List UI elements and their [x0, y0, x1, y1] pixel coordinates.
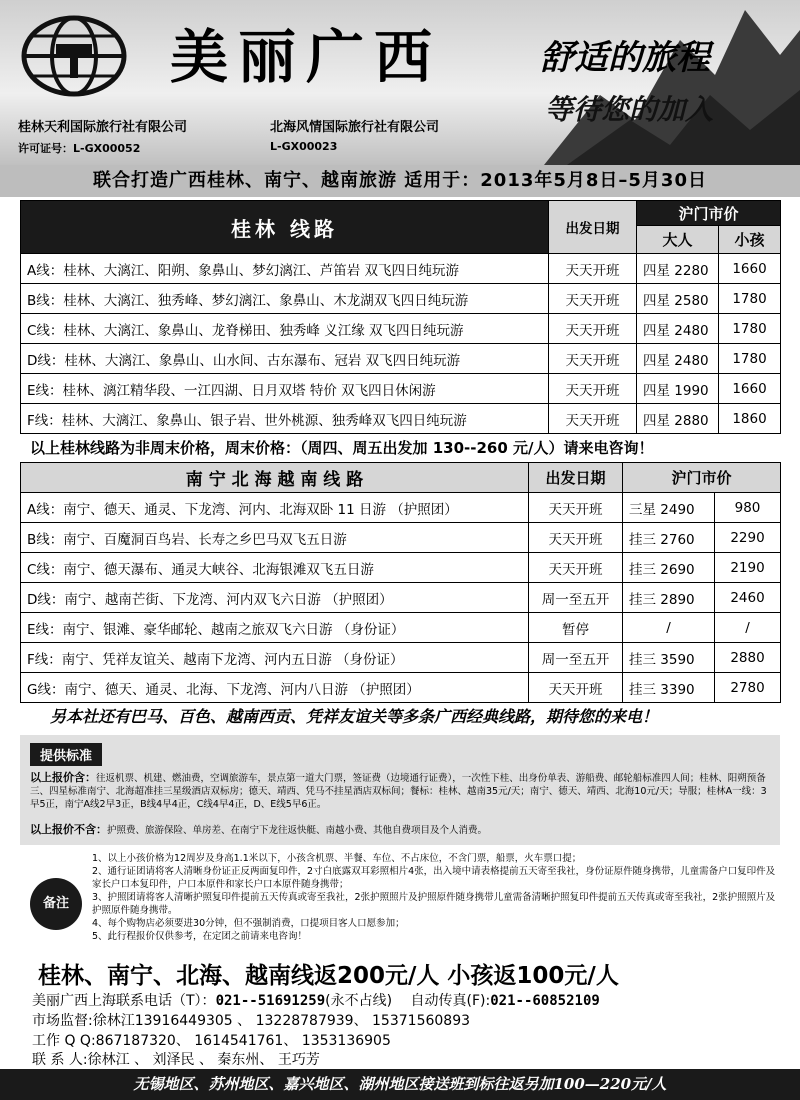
- nanning-table-title: 南 宁 北 海 越 南 线 路: [21, 463, 529, 493]
- license-number-beihai: L-GX00023: [270, 140, 338, 153]
- departure-date: 天天开班: [529, 673, 623, 703]
- page-title: 美丽广西: [170, 23, 443, 91]
- route-name: G线：南宁、德天、通灵、北海、下龙湾、河内八日游 （护照团）: [21, 673, 529, 703]
- route-name: C线：桂林、大漓江、象鼻山、龙脊梯田、独秀峰 义江缘 双飞四日纯玩游: [21, 314, 549, 344]
- route-name: B线：桂林、大漓江、独秀峰、梦幻漓江、象鼻山、木龙湖双飞四日纯玩游: [21, 284, 549, 314]
- adult-price: 四星 2280: [637, 254, 719, 284]
- service-standards-box: [20, 735, 780, 845]
- route-name: E线：桂林、漓江精华段、一江四湖、日月双塔 特价 双飞四日休闲游: [21, 374, 549, 404]
- route-name: F线：桂林、大漓江、象鼻山、银子岩、世外桃源、独秀峰双飞四日纯玩游: [21, 404, 549, 434]
- contact-people-line: [32, 1049, 320, 1069]
- table-row: [21, 553, 781, 583]
- note-item: 1、以上小孩价格为12周岁及身高1.1米以下，小孩含机票、半餐、车位、不占床位，不含门票，船票，火车票口提；: [92, 853, 582, 864]
- validity-banner: 联合打造广西桂林、南宁、越南旅游 适用于：2013年5月8日–5月30日: [0, 165, 800, 197]
- guilin-routes-table: [20, 200, 781, 434]
- table-row: [21, 404, 781, 434]
- header: [0, 0, 800, 170]
- people-label: 联 系 人:: [32, 1052, 88, 1068]
- departure-date: 天天开班: [549, 404, 637, 434]
- adult-price: 四星 2480: [637, 344, 719, 374]
- table-row: [21, 583, 781, 613]
- rebate-line: 桂林、南宁、北海、越南线返200元/人 小孩返100元/人: [38, 963, 619, 989]
- departure-date: 天天开班: [549, 284, 637, 314]
- nanning-routes-table: [20, 462, 781, 703]
- table-row: [21, 254, 781, 284]
- company-name-beihai: 北海风情国际旅行社有限公司: [270, 120, 440, 135]
- table-row: [21, 344, 781, 374]
- child-price: 1660: [719, 374, 781, 404]
- note-item: 5、此行程报价仅供参考，在定团之前请来电咨询！: [92, 931, 308, 942]
- excluded-label: 以上报价不含：: [30, 823, 107, 836]
- table-row: [21, 374, 781, 404]
- market-phones: 13916449305 、 13228787939、 15371560893: [134, 1013, 471, 1029]
- child-price: 1780: [719, 284, 781, 314]
- route-name: D线：南宁、越南芒街、下龙湾、河内双飞六日游 （护照团）: [21, 583, 529, 613]
- included-section: [30, 771, 770, 811]
- note-item: 4、每个购物店必须要进30分钟，但不强制消费，口提项目客人口愿参加；: [92, 918, 405, 929]
- table-row: [21, 613, 781, 643]
- departure-date: 天天开班: [529, 523, 623, 553]
- table-row: [21, 284, 781, 314]
- market-label: 市场监督:徐林江: [32, 1013, 135, 1029]
- child-price: 980: [715, 493, 781, 523]
- note-item: 2、通行证团请将客人清晰身份证正反两面复印件，2寸白底露双耳彩照相片4张，出入境中请表格提前五天寄至我社，身份证原件随身携带，儿童需备户口复印件及家长户口本复印件，户口本原件和家长户口本原件随身携带；: [92, 866, 776, 890]
- footer-transfer-note: 无锡地区、苏州地区、嘉兴地区、湖州地区接送班到标往返另加100—220元/人: [0, 1069, 800, 1100]
- route-name: A线：桂林、大漓江、阳朔、象鼻山、梦幻漓江、芦笛岩 双飞四日纯玩游: [21, 254, 549, 284]
- excluded-text: 护照费、旅游保险、单房差、在南宁下龙往返快艇、南越小费、其他自费项目及个人消费。: [107, 825, 488, 836]
- departure-date: 天天开班: [529, 553, 623, 583]
- adult-price: 挂三 2890: [623, 583, 715, 613]
- market-line: [32, 1010, 470, 1030]
- child-price: 1860: [719, 404, 781, 434]
- qq-line: [32, 1030, 391, 1050]
- route-name: B线：南宁、百魔洞百鸟岩、长寿之乡巴马双飞五日游: [21, 523, 529, 553]
- adult-price: 四星 1990: [637, 374, 719, 404]
- route-name: C线：南宁、德天瀑布、通灵大峡谷、北海银滩双飞五日游: [21, 553, 529, 583]
- mountain-illustration: [540, 0, 800, 170]
- adult-price: /: [623, 613, 715, 643]
- excluded-section: [30, 823, 770, 837]
- departure-date: 天天开班: [549, 314, 637, 344]
- departure-date: 周一至五开: [529, 643, 623, 673]
- adult-price: 三星 2490: [623, 493, 715, 523]
- route-name: D线：桂林、大漓江、象鼻山、山水间、古东瀑布、冠岩 双飞四日纯玩游: [21, 344, 549, 374]
- route-name: F线：南宁、凭祥友谊关、越南下龙湾、河内五日游 （身份证）: [21, 643, 529, 673]
- qq-numbers: 867187320、 1614541761、 1353136905: [95, 1033, 391, 1049]
- departure-date: 天天开班: [549, 374, 637, 404]
- company-name-guilin: 桂林天利国际旅行社有限公司: [18, 120, 188, 135]
- child-price: 1660: [719, 254, 781, 284]
- departure-date: 暂停: [529, 613, 623, 643]
- included-text: 往返机票、机建、燃油费，空调旅游车，景点第一道大门票，签证费（边境通行证费），一次性下桂、出身份单表、游船费、邮轮船标准四人间；桂林、阳朔预备三、四星标准南宁、北海超准挂三星级酒店双标房；德天、靖西、凭马不挂星酒店双标间；餐标：桂林、越南35元/天；南宁、德天、靖西、北海10元/天；导服；桂林A一线：3早5正，南宁A线2早3正，B线4早4正，C线4早4正，D、E线5早6正。: [30, 773, 767, 810]
- note-item: 3、护照团请将客人清晰护照复印件提前五天传真或寄至我社，2张护照照片及护照原件随身携带儿童需备清晰护照复印件提前五天传真或寄至我社，2张护照照片及护照原件随身携带。: [92, 892, 776, 916]
- phone-note: (永不占线): [325, 993, 393, 1009]
- standards-tag: 提供标准: [30, 743, 102, 766]
- nanning-col-price: 沪门市价: [623, 463, 781, 493]
- fax-label: 自动传真(F):: [410, 993, 491, 1009]
- adult-price: 挂三 3590: [623, 643, 715, 673]
- qq-label: 工作 Q Q:: [32, 1033, 96, 1049]
- child-price: 2780: [715, 673, 781, 703]
- child-price: 2190: [715, 553, 781, 583]
- child-price: /: [715, 613, 781, 643]
- table-row: [21, 493, 781, 523]
- departure-date: 天天开班: [529, 493, 623, 523]
- table-row: [21, 314, 781, 344]
- license-number-guilin: 许可证号：L-GX00052: [18, 142, 141, 155]
- route-name: E线：南宁、银滩、豪华邮轮、越南之旅双飞六日游 （身份证）: [21, 613, 529, 643]
- slogan-comfort: 舒适的旅程: [540, 38, 710, 78]
- guilin-col-price: 沪门市价: [637, 201, 781, 226]
- people-names: 徐林江 、 刘泽民 、 秦东州、 王巧芳: [87, 1052, 320, 1068]
- phone-number: 021--51691259: [215, 993, 326, 1009]
- adult-price: 四星 2580: [637, 284, 719, 314]
- table-row: [21, 643, 781, 673]
- child-price: 1780: [719, 314, 781, 344]
- globe-logo-icon: [20, 14, 128, 98]
- adult-price: 挂三 3390: [623, 673, 715, 703]
- weekend-price-note: 以上桂林线路为非周末价格，周末价格：（周四、周五出发加 130--260 元/人）请来电咨询！: [30, 439, 654, 457]
- contact-phone-line: [32, 990, 600, 1010]
- fax-number: 021--60852109: [490, 993, 600, 1009]
- adult-price: 四星 2480: [637, 314, 719, 344]
- child-price: 2460: [715, 583, 781, 613]
- child-price: 1780: [719, 344, 781, 374]
- included-label: 以上报价含：: [30, 771, 96, 784]
- nanning-col-date: 出发日期: [529, 463, 623, 493]
- child-price: 2880: [715, 643, 781, 673]
- adult-price: 挂三 2690: [623, 553, 715, 583]
- slogan-join: 等待您的加入: [545, 93, 714, 126]
- more-routes-note: 另本社还有巴马、百色、越南西贡、凭祥友谊关等多条广西经典线路，期待您的来电！: [50, 707, 659, 726]
- guilin-col-child: 小孩: [719, 226, 781, 254]
- phone-label: 美丽广西上海联系电话（T）：: [32, 993, 216, 1009]
- guilin-table-title: 桂林 线路: [21, 201, 549, 254]
- departure-date: 天天开班: [549, 254, 637, 284]
- adult-price: 挂三 2760: [623, 523, 715, 553]
- child-price: 2290: [715, 523, 781, 553]
- guilin-col-adult: 大人: [637, 226, 719, 254]
- departure-date: 周一至五开: [529, 583, 623, 613]
- notes-list: [92, 852, 782, 943]
- adult-price: 四星 2880: [637, 404, 719, 434]
- departure-date: 天天开班: [549, 344, 637, 374]
- table-row: [21, 523, 781, 553]
- table-row: [21, 673, 781, 703]
- guilin-col-date: 出发日期: [549, 201, 637, 254]
- notes-badge: 备注: [30, 878, 82, 930]
- route-name: A线：南宁、德天、通灵、下龙湾、河内、北海双卧 11 日游 （护照团）: [21, 493, 529, 523]
